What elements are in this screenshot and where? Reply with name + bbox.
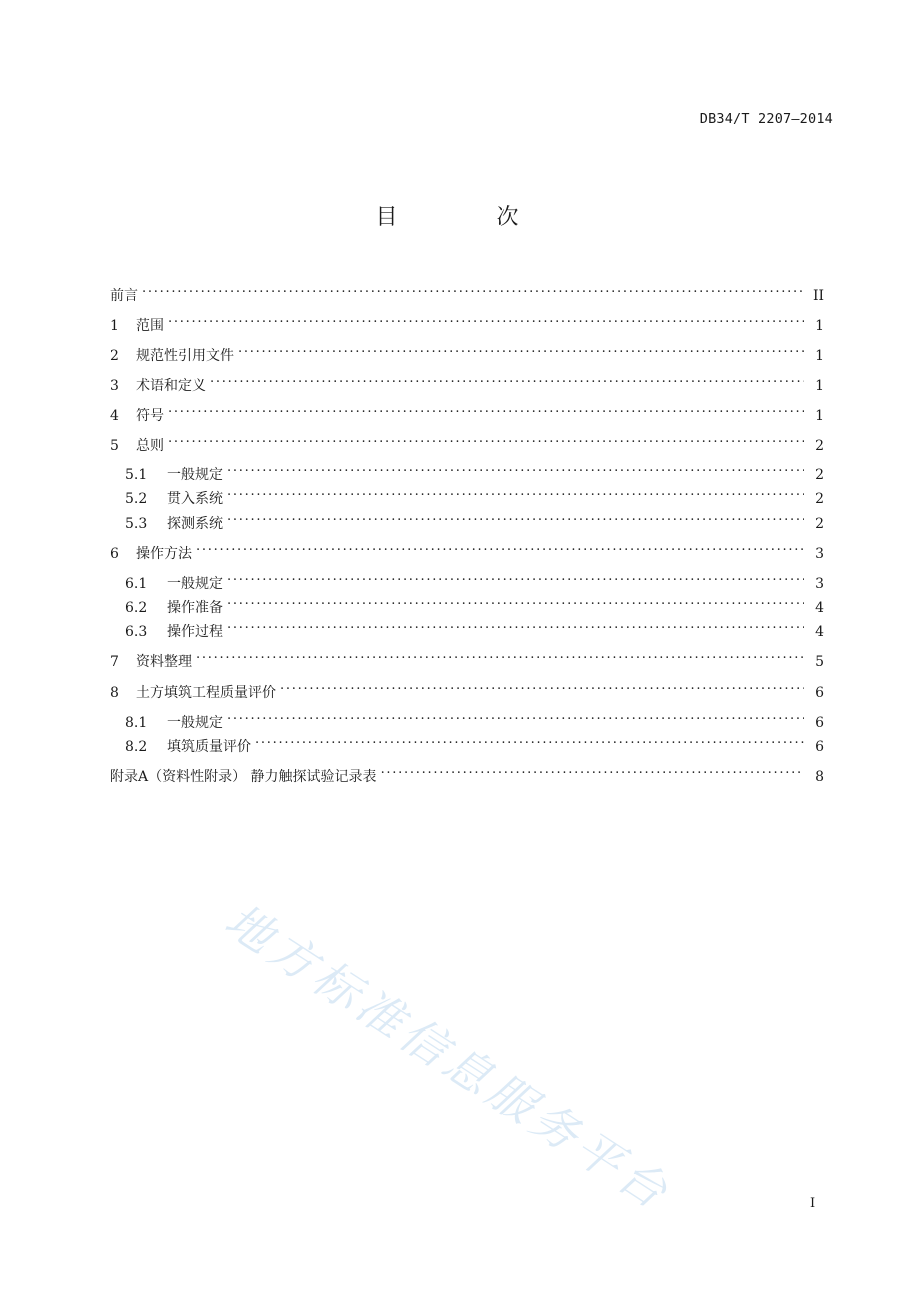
toc-entry-label: 总则 (136, 438, 164, 454)
toc-dot-leader (227, 506, 804, 528)
toc-entry-label: 操作过程 (167, 624, 223, 640)
toc-entry[interactable] (125, 614, 824, 640)
toc-entry-page: 8 (815, 769, 824, 785)
toc-dot-leader (255, 729, 804, 751)
toc-entry-page: 2 (815, 491, 824, 507)
toc-entry-number: 5.2 (125, 491, 148, 507)
toc-entry-number: 5.3 (125, 516, 148, 532)
toc-entry[interactable] (110, 398, 824, 424)
toc-entry-label: 填筑质量评价 (167, 739, 251, 755)
toc-entry-number: 6 (110, 546, 119, 562)
toc-entry-number: 3 (110, 378, 119, 394)
toc-entry-label: 操作准备 (167, 600, 223, 616)
toc-dot-leader (210, 368, 804, 390)
toc-entry-page: II (812, 288, 824, 304)
toc-dot-leader (227, 705, 804, 727)
toc-entry-number: 1 (110, 318, 119, 334)
toc-entry-label: 土方填筑工程质量评价 (136, 685, 276, 701)
watermark: 地方标准信息服务平台 (215, 892, 682, 1222)
toc-entry-page: 5 (815, 654, 824, 670)
toc-entry[interactable] (110, 368, 824, 394)
toc-dot-leader (227, 481, 804, 503)
toc-entry-number: 5.1 (125, 467, 148, 483)
document-code: DB34/T 2207—2014 (699, 111, 833, 127)
toc-entry-label: 一般规定 (167, 576, 223, 592)
toc-entry-label: 一般规定 (167, 715, 223, 731)
toc-entry-label: 探测系统 (167, 516, 223, 532)
toc-dot-leader (227, 614, 804, 636)
toc-entry-label: 符号 (136, 408, 164, 424)
toc-dot-leader (196, 536, 804, 558)
toc-entry[interactable] (125, 481, 824, 507)
toc-entry-page: 3 (815, 576, 824, 592)
toc-entry[interactable] (110, 428, 824, 454)
toc-entry-page: 6 (815, 739, 824, 755)
toc-dot-leader (227, 457, 804, 479)
toc-entry-page: 2 (815, 438, 824, 454)
toc-dot-leader (168, 398, 804, 420)
toc-entry-label: 前言 (110, 288, 138, 304)
toc-entry[interactable] (110, 308, 824, 334)
toc-entry[interactable] (110, 338, 824, 364)
toc-entry-label: 贯入系统 (167, 491, 223, 507)
toc-entry-page: 6 (815, 685, 824, 701)
page-title: 目 次 (375, 205, 565, 230)
toc-dot-leader (280, 675, 804, 697)
toc-entry[interactable] (110, 536, 824, 562)
toc-entry-page: 3 (815, 546, 824, 562)
toc-entry-page: 1 (815, 378, 824, 394)
toc-entry[interactable] (110, 759, 824, 785)
toc-entry-number: 8.2 (125, 739, 148, 755)
toc-entry[interactable] (125, 506, 824, 532)
toc-dot-leader (142, 278, 804, 300)
toc-entry-number: 5 (110, 438, 119, 454)
toc-dot-leader (381, 759, 804, 781)
toc-entry[interactable] (125, 705, 824, 731)
toc-entry[interactable] (110, 644, 824, 670)
toc-entry-number: 2 (110, 348, 119, 364)
toc-entry[interactable] (125, 590, 824, 616)
toc-entry-label: 范围 (136, 318, 164, 334)
toc-entry[interactable] (110, 278, 824, 304)
toc-dot-leader (227, 566, 804, 588)
toc-entry-page: 1 (815, 408, 824, 424)
toc-dot-leader (168, 308, 804, 330)
toc-entry-number: 6.3 (125, 624, 148, 640)
page-number: I (810, 1196, 816, 1211)
toc-entry[interactable] (110, 675, 824, 701)
toc-entry-number: 6.2 (125, 600, 148, 616)
toc-entry-page: 4 (815, 624, 824, 640)
toc-entry[interactable] (125, 566, 824, 592)
toc-entry-page: 1 (815, 348, 824, 364)
toc-entry-label: 一般规定 (167, 467, 223, 483)
toc-entry-label: 规范性引用文件 (136, 348, 234, 364)
toc-dot-leader (227, 590, 804, 612)
toc-entry-label: 术语和定义 (136, 378, 206, 394)
toc-entry-number: 4 (110, 408, 119, 424)
toc-entry-number: 8 (110, 685, 119, 701)
toc-entry-page: 6 (815, 715, 824, 731)
toc-dot-leader (196, 644, 804, 666)
toc-entry-label: 资料整理 (136, 654, 192, 670)
toc-entry[interactable] (125, 729, 824, 755)
toc-entry-number: 7 (110, 654, 119, 670)
toc-entry-label: 操作方法 (136, 546, 192, 562)
toc-entry-page: 2 (815, 516, 824, 532)
toc-dot-leader (238, 338, 804, 360)
toc-dot-leader (168, 428, 804, 450)
toc-entry-label: 附录A（资料性附录） 静力触探试验记录表 (110, 769, 377, 785)
toc-entry-page: 2 (815, 467, 824, 483)
toc-entry-number: 6.1 (125, 576, 148, 592)
toc-entry-number: 8.1 (125, 715, 148, 731)
toc-entry-page: 4 (815, 600, 824, 616)
toc-entry[interactable] (125, 457, 824, 483)
toc-entry-page: 1 (815, 318, 824, 334)
